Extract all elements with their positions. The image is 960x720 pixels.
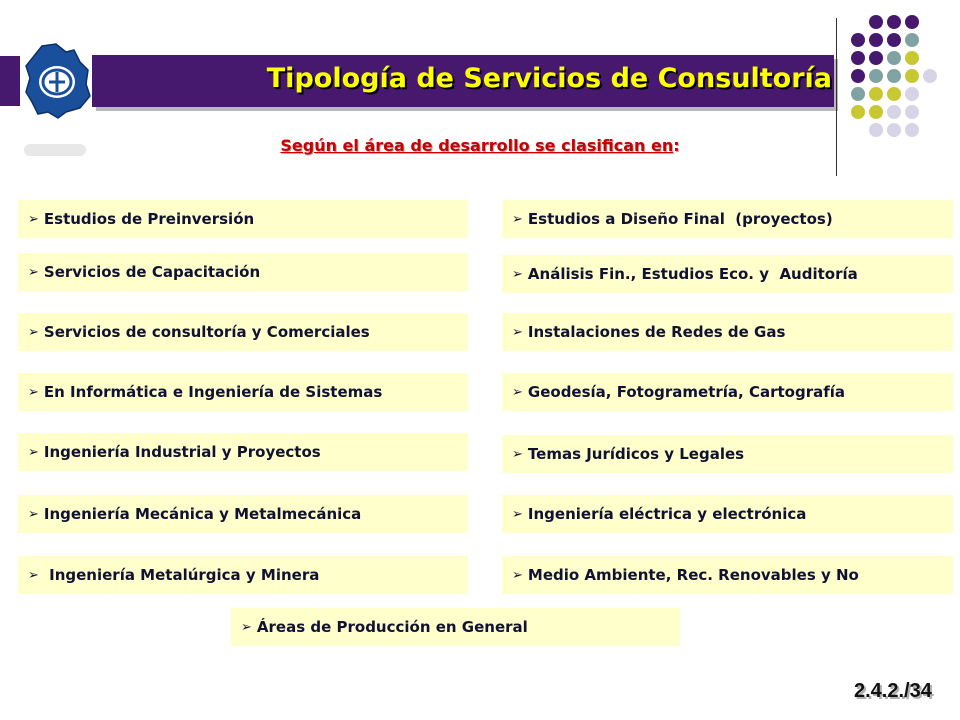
list-item xyxy=(18,433,468,471)
item-label: Medio Ambiente, Rec. Renovables y No xyxy=(527,566,859,584)
arrow-bullet-icon: ➢ xyxy=(512,446,523,462)
decorative-dot xyxy=(851,51,865,65)
decorative-dot xyxy=(869,33,883,47)
slide-subtitle xyxy=(0,136,960,155)
list-item xyxy=(18,495,468,533)
arrow-bullet-icon: ➢ xyxy=(28,506,39,522)
list-item xyxy=(18,313,468,351)
arrow-bullet-icon: ➢ xyxy=(512,567,523,583)
decorative-dot xyxy=(851,105,865,119)
list-item xyxy=(502,313,953,351)
decorative-dot xyxy=(887,69,901,83)
decorative-dot xyxy=(869,87,883,101)
subtitle-underlined: Según el área de desarrollo se clasifican en xyxy=(280,136,674,155)
decorative-dot xyxy=(905,51,919,65)
decorative-dot xyxy=(887,15,901,29)
decorative-dot xyxy=(905,87,919,101)
arrow-bullet-icon: ➢ xyxy=(512,211,523,227)
decorative-dot xyxy=(851,69,865,83)
list-item xyxy=(18,373,468,411)
item-label: Servicios de consultoría y Comerciales xyxy=(43,323,370,341)
list-item xyxy=(502,556,953,594)
arrow-bullet-icon: ➢ xyxy=(28,264,39,280)
item-label: Estudios a Diseño Final (proyectos) xyxy=(527,210,833,228)
decorative-dot xyxy=(905,123,919,137)
arrow-bullet-icon: ➢ xyxy=(512,324,523,340)
decorative-dot xyxy=(869,51,883,65)
page-number: 2.4.2./34 xyxy=(854,680,932,702)
item-label: Áreas de Producción en General xyxy=(256,618,528,636)
decorative-dot xyxy=(869,69,883,83)
list-item xyxy=(502,373,953,411)
arrow-bullet-icon: ➢ xyxy=(241,619,252,635)
item-label: Instalaciones de Redes de Gas xyxy=(527,323,786,341)
list-item xyxy=(502,495,953,533)
list-item xyxy=(502,435,953,473)
item-label: En Informática e Ingeniería de Sistemas xyxy=(43,383,383,401)
decorative-dot xyxy=(887,105,901,119)
bolivia-map-logo-icon xyxy=(22,42,92,120)
item-label: Servicios de Capacitación xyxy=(43,263,261,281)
decorative-dot xyxy=(905,69,919,83)
list-item xyxy=(18,556,468,594)
list-item xyxy=(18,253,468,291)
arrow-bullet-icon: ➢ xyxy=(28,384,39,400)
list-item xyxy=(502,200,953,238)
arrow-bullet-icon: ➢ xyxy=(28,324,39,340)
item-label: Ingeniería eléctrica y electrónica xyxy=(527,505,807,523)
list-item xyxy=(18,200,468,238)
decorative-dot xyxy=(923,69,937,83)
decorative-dot xyxy=(869,105,883,119)
slide-title: Tipología de Servicios de Consultoría xyxy=(266,63,832,94)
subtitle-suffix: : xyxy=(673,136,680,155)
decorative-dot xyxy=(887,51,901,65)
arrow-bullet-icon: ➢ xyxy=(28,444,39,460)
decorative-dot xyxy=(851,33,865,47)
title-bar-left-stub xyxy=(0,56,20,106)
item-label: Ingeniería Mecánica y Metalmecánica xyxy=(43,505,362,523)
arrow-bullet-icon: ➢ xyxy=(28,567,39,583)
item-label: Temas Jurídicos y Legales xyxy=(527,445,745,463)
decorative-dot xyxy=(887,87,901,101)
item-label: Ingeniería Metalúrgica y Minera xyxy=(43,566,320,584)
decorative-dot xyxy=(887,123,901,137)
decorative-dot xyxy=(887,33,901,47)
item-label: Ingeniería Industrial y Proyectos xyxy=(43,443,321,461)
item-label: Estudios de Preinversión xyxy=(43,210,255,228)
list-item xyxy=(502,255,953,293)
item-label: Geodesía, Fotogrametría, Cartografía xyxy=(527,383,846,401)
item-label: Análisis Fin., Estudios Eco. y Auditoría xyxy=(527,265,858,283)
arrow-bullet-icon: ➢ xyxy=(28,211,39,227)
arrow-bullet-icon: ➢ xyxy=(512,266,523,282)
list-item xyxy=(231,608,680,646)
arrow-bullet-icon: ➢ xyxy=(512,384,523,400)
arrow-bullet-icon: ➢ xyxy=(512,506,523,522)
decorative-dot xyxy=(851,87,865,101)
decorative-dot xyxy=(905,105,919,119)
decorative-dot xyxy=(869,15,883,29)
decorative-dot xyxy=(905,15,919,29)
decorative-dot xyxy=(869,123,883,137)
decorative-dot xyxy=(905,33,919,47)
